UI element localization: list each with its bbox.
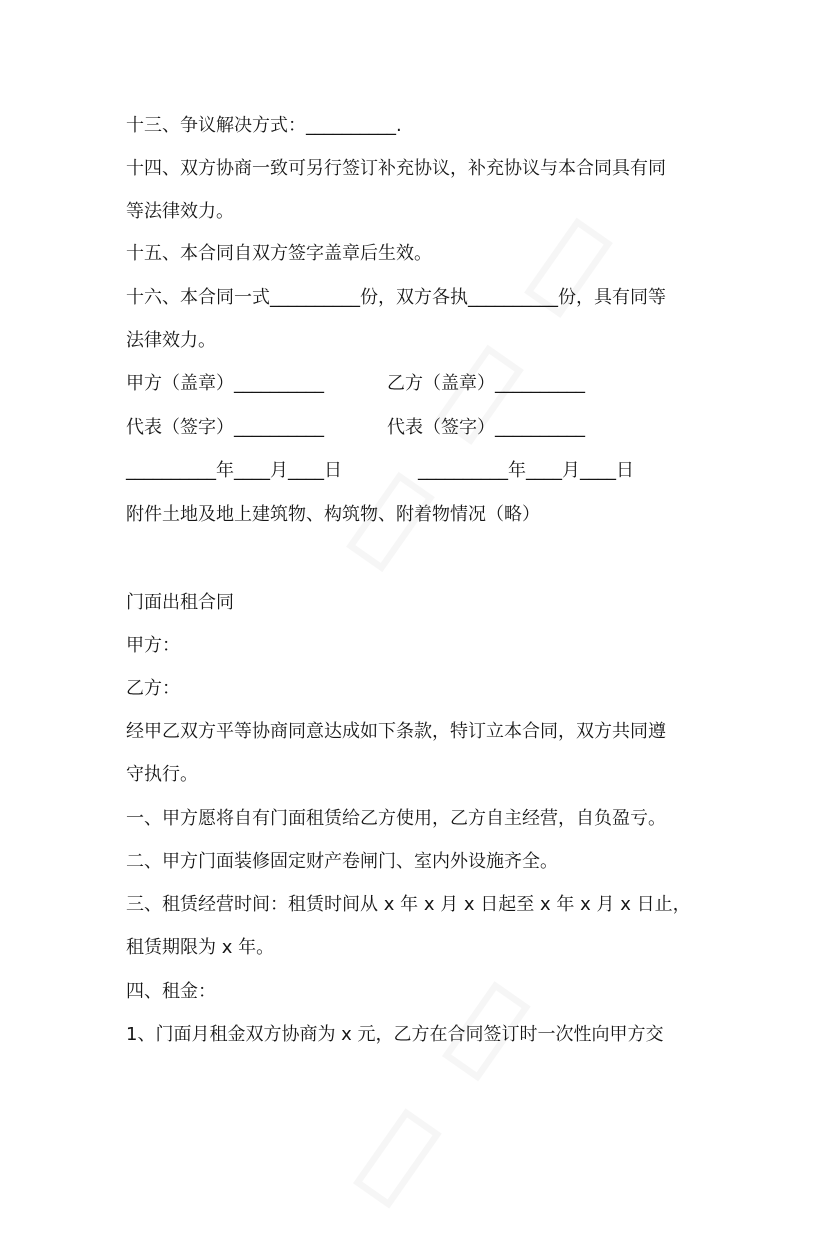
date-a-field: __________年____月____日 [126, 460, 342, 481]
date-b-field: __________年____月____日 [418, 460, 634, 481]
clause-1: 一、甲方愿将自有门面租赁给乙方使用，乙方自主经营，自负盈亏。 [126, 808, 666, 829]
party-a-seal-field: 甲方（盖章）__________ [126, 373, 324, 394]
contract-title: 门面出租合同 [126, 592, 234, 613]
clause-4-item-1: 1、门面月租金双方协商为 x 元，乙方在合同签订时一次性向甲方交 [126, 1024, 664, 1045]
rep-b-field: 代表（签字）__________ [387, 417, 585, 438]
clause-2: 二、甲方门面装修固定财产卷闸门、室内外设施齐全。 [126, 851, 558, 872]
party-b-line: 乙方： [126, 678, 180, 699]
clause-4-heading: 四、租金： [126, 981, 216, 1002]
clause-13: 十三、争议解决方式：__________. [126, 115, 402, 136]
clause-16-cont: 法律效力。 [126, 330, 216, 351]
clause-14: 十四、双方协商一致可另行签订补充协议，补充协议与本合同具有同 [126, 158, 666, 179]
watermark [300, 940, 568, 1239]
party-b-seal-field: 乙方（盖章）__________ [387, 373, 585, 394]
attachment-note: 附件土地及地上建筑物、构筑物、附着物情况（略） [126, 504, 540, 525]
clause-15: 十五、本合同自双方签字盖章后生效。 [126, 243, 432, 264]
clause-14-cont: 等法律效力。 [126, 201, 234, 222]
clause-3: 三、租赁经营时间：租赁时间从 x 年 x 月 x 日起至 x 年 x 月 x 日止， [126, 894, 691, 915]
clause-16: 十六、本合同一式__________份，双方各执__________份，具有同等 [126, 287, 666, 308]
preamble: 经甲乙双方平等协商同意达成如下条款，特订立本合同，双方共同遵 [126, 721, 666, 742]
clause-3-cont: 租赁期限为 x 年。 [126, 937, 275, 958]
rep-a-field: 代表（签字）__________ [126, 417, 324, 438]
preamble-cont: 守执行。 [126, 764, 198, 785]
party-a-line: 甲方： [126, 635, 180, 656]
